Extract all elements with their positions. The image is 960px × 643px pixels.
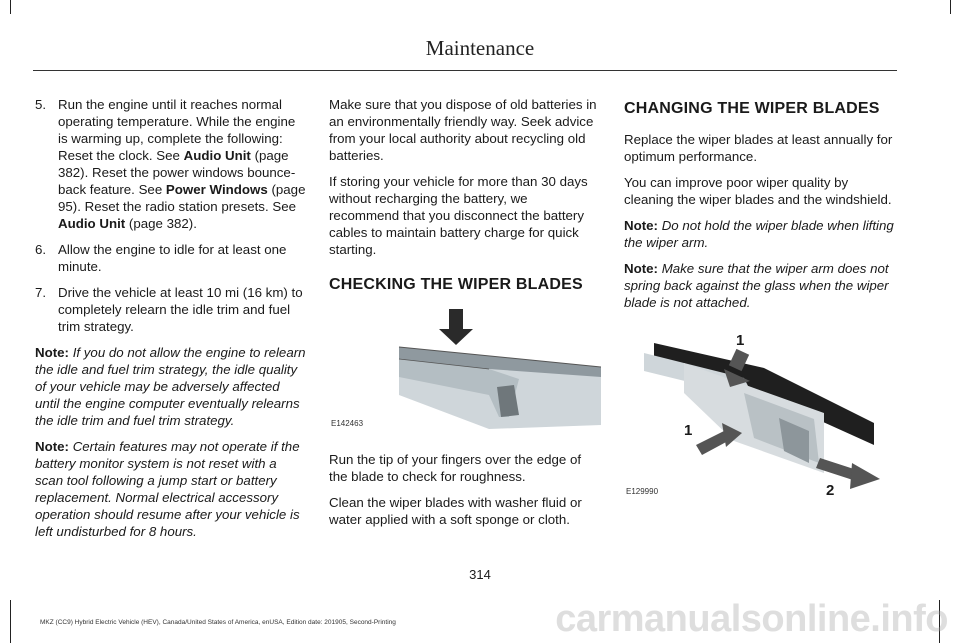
page-number: 314 [469,567,491,582]
note-text: Certain features may not operate if the battery monitor system is not reset with a scan tool following a jump start or battery replacement. Normal electrical accessory operation should resume after your vehicle is left undisturbed for 8 hours. [35,439,300,539]
paragraph: If storing your vehicle for more than 30 days without recharging the battery, we recommend that you disconnect the battery cables to maintain battery charge for quick starting. [329,174,588,257]
note-paragraph [35,344,307,429]
list-item-7 [35,284,307,335]
list-text: Run the engine until it reaches normal operating temperature. While the engine is warming up, complete the following: Reset the clock. See [58,97,296,163]
note-paragraph [624,260,896,311]
section-heading: CHECKING THE WIPER BLADES [329,276,583,293]
list-item-6 [35,241,307,275]
column-right [624,96,896,512]
edition-footer: MKZ (CC9) Hybrid Electric Vehicle (HEV), Canada/United States of America, enUSA, Edition date: 201905, Second-Printing [40,619,396,626]
note-label: Note: [624,261,658,276]
list-text: (page 382). Reset the power windows bounce-back feature. See [58,148,296,197]
column-left [35,96,307,549]
wiper-check-figure [329,307,601,437]
paragraph: Replace the wiper blades at least annually for optimum performance. [624,132,893,164]
watermark: carmanualsonline.info [555,598,948,640]
list-text: Drive the vehicle at least 10 mi (16 km) to completely relearn the idle trim and fuel trim strategy. [58,285,303,334]
paragraph: Run the tip of your fingers over the edge of the blade to check for roughness. [329,452,582,484]
section-heading: CHANGING THE WIPER BLADES [624,100,880,117]
page-title: Maintenance [425,36,535,60]
crop-mark-top-left [10,0,11,14]
note-label: Note: [624,218,658,233]
paragraph: Clean the wiper blades with washer fluid or water applied with a soft sponge or cloth. [329,495,582,527]
list-number: 6. [35,242,47,257]
note-paragraph [35,438,307,540]
list-item-5 [35,96,307,232]
list-number: 5. [35,97,47,112]
note-text: Do not hold the wiper blade when lifting the wiper arm. [624,218,894,250]
note-label: Note: [35,439,69,454]
note-label: Note: [35,345,69,360]
crop-mark-top-right [950,0,951,14]
header-divider [33,70,897,71]
link-power-windows[interactable]: Power Windows [165,182,268,197]
callout-2: 2 [826,482,835,498]
wiper-change-figure [624,323,896,498]
link-audio-unit[interactable]: Audio Unit [183,148,251,163]
note-text: If you do not allow the engine to relearn the idle and fuel trim strategy, the idle quality of your vehicle may be adversely affected until the engine computer eventually relearns the idle trim and fuel trim strategy. [35,345,306,428]
figure-id: E129990 [626,487,659,496]
callout-1-top: 1 [736,332,745,349]
wiper-blade-illustration [329,307,601,437]
wiper-arm-illustration [624,323,896,498]
paragraph: Make sure that you dispose of old batteries in an environmentally friendly way. Seek advice from your local authority about recycling old batteries. [329,97,597,163]
note-paragraph [624,217,896,251]
figure-id: E142463 [331,419,364,428]
list-text: (page 382). [125,216,197,231]
column-middle [329,96,601,537]
crop-mark-bottom-left-v [10,600,11,643]
list-text: (page 95). Reset the radio station presets. See [58,182,306,214]
list-text: Allow the engine to idle for at least one minute. [58,242,287,274]
list-number: 7. [35,285,47,300]
callout-1-bottom: 1 [684,422,693,439]
note-text: Make sure that the wiper arm does not spring back against the glass when the wiper blade is not attached. [624,261,889,310]
link-audio-unit[interactable]: Audio Unit [58,216,126,231]
paragraph: You can improve poor wiper quality by cleaning the wiper blades and the windshield. [624,175,892,207]
